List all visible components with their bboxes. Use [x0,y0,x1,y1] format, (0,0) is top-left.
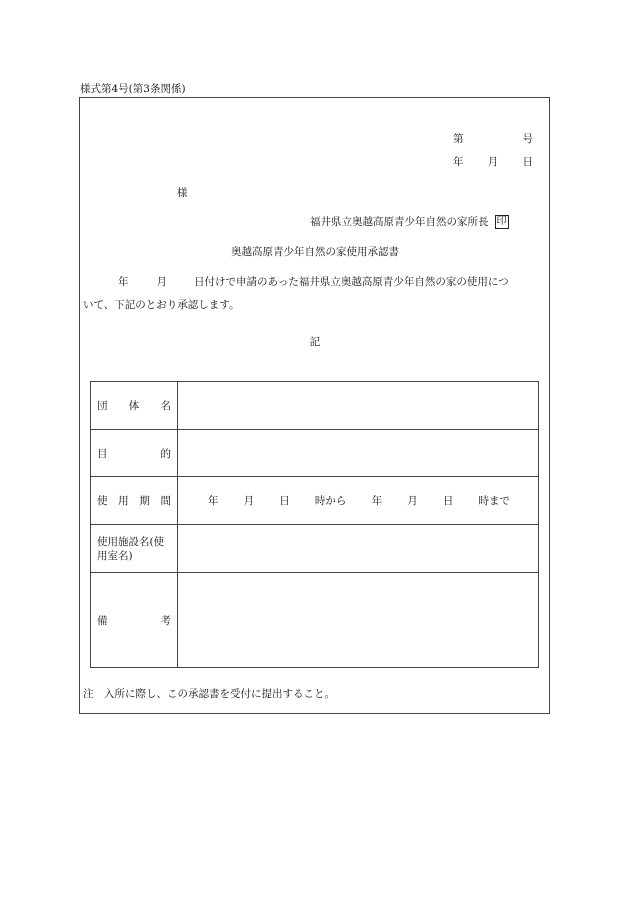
approval-details-table [90,381,539,668]
body-month: 月 [156,276,167,288]
label-purpose: 目 的 [91,430,178,477]
label-remarks: 備 考 [91,573,178,668]
body-text-line-2: いて、下記のとおり承認します。 [83,299,240,311]
table-row [91,382,539,430]
issuer-line [310,214,509,229]
seal-mark: 印 [496,215,507,227]
label-facility-name: 使用施設名(使用室名) [91,525,178,573]
note-text: 注 入所に際し、この承認書を受付に提出すること。 [83,688,335,700]
body-text-line-1 [118,274,509,289]
value-group-name [178,382,539,430]
form-number-label: 様式第4号(第3条関係) [80,83,186,95]
value-usage-period: 年 月 日 時から 年 月 日 時まで [178,477,539,525]
date-day: 日 [522,156,533,168]
document-date-line [453,154,533,169]
recipient-honorific: 様 [177,187,188,199]
value-facility-name [178,525,539,573]
number-suffix: 号 [522,133,533,145]
issuer-name: 福井県立奥越高原青少年自然の家所長 [310,216,489,228]
date-year: 年 [453,156,464,168]
document-number-line [453,131,533,146]
body-year: 年 [118,276,129,288]
label-usage-period: 使 用 期 間 [91,477,178,525]
body-text-1: 日付けで申請のあった福井県立奥越高原青少年自然の家の使用につ [194,276,509,288]
table-row [91,573,539,668]
number-prefix: 第 [453,133,464,145]
document-title: 奥越高原青少年自然の家使用承認書 [231,246,399,258]
label-group-name: 団 体 名 [91,382,178,430]
table-row [91,525,539,573]
ki-heading: 記 [309,336,321,348]
table-row [91,477,539,525]
value-purpose [178,430,539,477]
value-remarks [178,573,539,668]
date-month: 月 [487,156,499,168]
table-row [91,430,539,477]
